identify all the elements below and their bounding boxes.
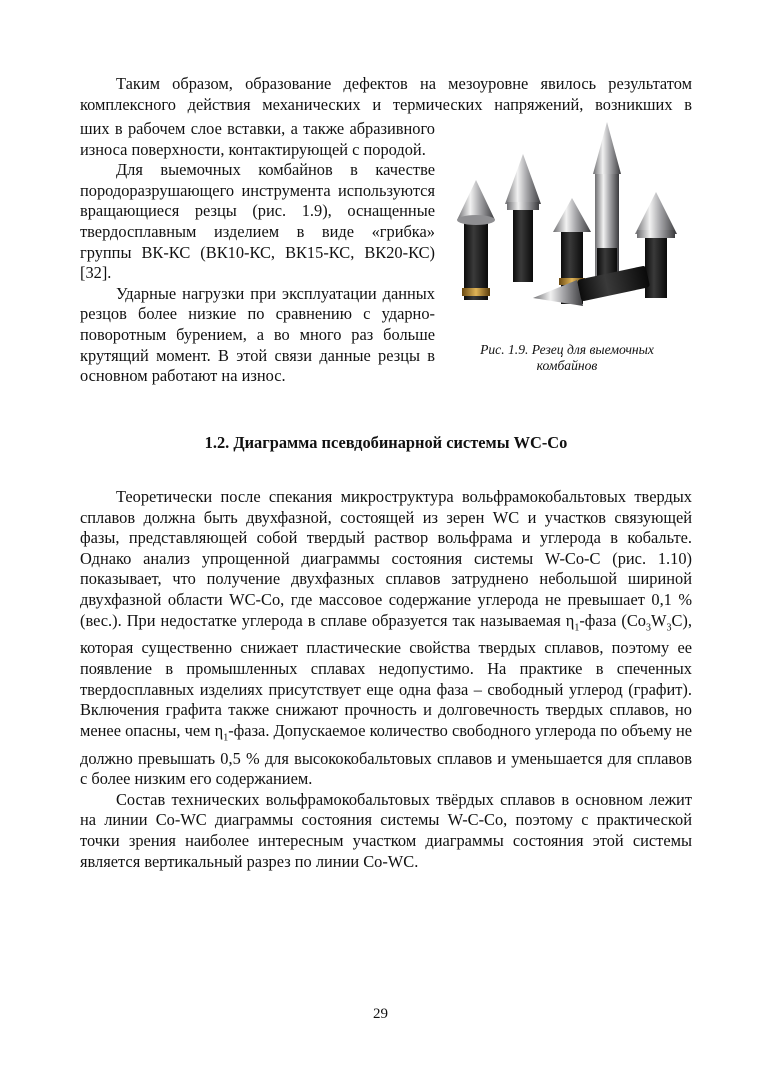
cutter-picks-photo-icon [447,118,692,318]
cutter-picks-figure [447,118,692,318]
body-paragraph-2: Состав технических вольфрамокобальтовых твёрдых сплавов в основном лежит на линии Co-WC диаграммы состояния системы W-C-Co, поэтому с практической точки зрения наиболее интересным участком диаграммы состояния этой системы является вертикальный разрез по линии Co-WC. [80,789,692,871]
figure-caption: Рис. 1.9. Резец для выемочных комбайнов [480,342,654,373]
intro-paragraph-1-tail: ших в рабочем слое вставки, а также абразивного износа поверхности, контактирующей с породой. [80,119,435,159]
body-text [80,487,692,872]
intro-paragraph-3: Ударные нагрузки при эксплуатации данных резцов более низкие по сравнению с ударно-поворотным бурением, а во много раз больше крутящий момент. В этой связи данные резцы в основном работают на износ. [80,283,435,386]
intro-top-lines [80,74,692,115]
body-paragraph-1: Теоретически после спекания микроструктура вольфрамокобальтовых твердых сплавов должна быть двухфазной, состоящей из зерен WC и участков связующей фазы, представляющей собой твердый раствор вольфрама и углерода в кобальте. Однако анализ упрощенной диаграммы состояния системы W-Co-C (рис. 1.10) показывает, что получение двухфазных сплавов затруднено небольшой шириной двухфазной области WC-Co, где массовое содержание углерода не превышает 0,1 % (вес.). При недостатке углерода в сплаве образуется так называемая $\eta_1$-фаза $(Co_3W_3C)$, которая существенно снижает пластические свойства твердых сплавов, поэтому ее появление в промышленных сплавах недопустимо. На практике в спеченных твердосплавных изделиях присутствует еще одна фаза – свободный углерод (графит). Включения графита также снижают прочность и долговечность твердых сплавов, но менее опасны, чем $\eta_1$-фаза. Допускаемое количество свободного углерода по объему не должно превышать 0,5 % для высококобальтовых сплавов и уменьшается для сплавов с более низким его содержанием. [80,487,692,789]
section-heading: 1.2. Диаграмма псевдобинарной системы WC-Co [204,433,568,452]
intro-paragraph-2: Для выемочных комбайнов в качестве породоразрушающего инструмента используются вращающиеся резцы (рис. 1.9), оснащенные твердосплавным изделием в виде «грибка» группы ВК-КС (ВК10-КС, ВК15-КС, ВК20-КС) [32]. [80,160,435,283]
intro-paragraph-1-top: Таким образом, образование дефектов на мезоуровне явилось результатом комплексного действия механических и термических напряжений, возникших в [80,74,692,114]
intro-narrow-column [80,119,435,387]
page-number: 29 [373,1006,388,1022]
